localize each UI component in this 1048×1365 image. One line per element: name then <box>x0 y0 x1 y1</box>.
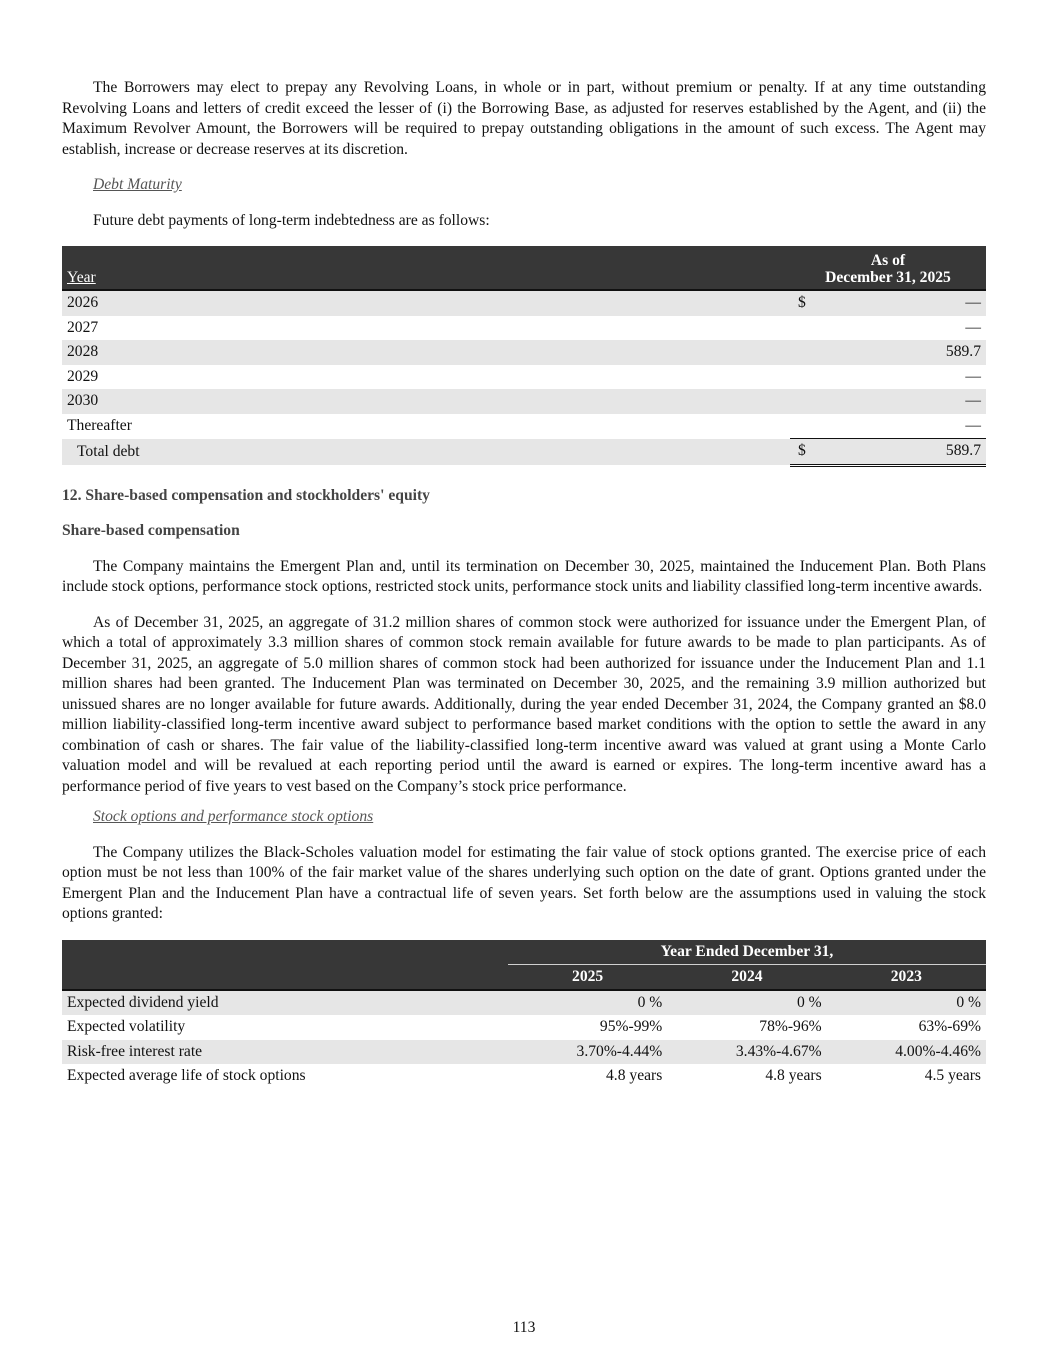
share-based-compensation-heading: Share-based compensation <box>62 522 240 539</box>
assumption-label: Expected average life of stock options <box>67 1067 306 1084</box>
blank-header-cell <box>62 940 508 965</box>
amount-cell: — <box>818 389 986 414</box>
value-cell: 0 % <box>508 990 667 1016</box>
year-cell: Thereafter <box>67 416 132 434</box>
amount-cell: — <box>965 416 981 434</box>
page-number: 113 <box>512 1319 536 1336</box>
authorized-shares-paragraph: As of December 31, 2025, an aggregate of 31.2 million shares of common stock were authorized for issuance under the Emergent Plan, of which a total of approximately 3.3 million shares of common stock remain available for future awards to be made to plan participants. As of December 31, 2025, an aggregate of 5.0 million shares of common stock had been authorized for issuance under the Inducement Plan and 1.1 million shares had been granted. The Inducement Plan was terminated on December 30, 2025, and the remaining 3.9 million authorized but unissued shares are no longer available for future awards. Additionally, during the year ended December 31, 2024, the Company granted an $8.0 million liability-classified long-term incentive award subject to performance based market conditions with the option to settle the award in any combination of cash or shares. The fair value of the liability-classified long-term incentive award was valued at grant using a Monte Carlo valuation model and will be revalued at each reporting period until the award is earned or expires. The long-term incentive award has a performance period of five years to vest based on the Company’s stock price performance. <box>62 613 986 795</box>
page-content <box>62 78 986 1089</box>
assumptions-year-header-row <box>62 964 986 990</box>
table-row <box>62 389 986 414</box>
value-cell: 4.5 years <box>924 1067 981 1084</box>
value-cell: 0 % <box>827 990 986 1016</box>
year-header-2025: 2025 <box>508 964 667 990</box>
value-cell: 95%-99% <box>599 1018 663 1035</box>
blank-header-cell <box>62 964 508 990</box>
value-cell: 4.00%-4.46% <box>827 1040 986 1065</box>
year-column-header: Year <box>62 246 790 290</box>
revolving-loans-paragraph: The Borrowers may elect to prepay any Revolving Loans, in whole or in part, without premium or penalty. If at any time outstanding Revolving Loans and letters of credit exceed the lesser of (i) the Borrowing Base, as adjusted for reserves established by the Agent, and (ii) the Maximum Revolver Amount, the Borrowers will be required to prepay outstanding obligations in the amount of such excess. The Agent may establish, increase or decrease reserves at its discretion. <box>62 79 986 158</box>
total-debt-row <box>62 439 986 466</box>
table-row <box>62 340 986 365</box>
year-cell: 2029 <box>67 367 99 385</box>
year-ended-header: Year Ended December 31, <box>508 940 986 965</box>
table-row <box>62 290 986 316</box>
currency-cell: $ <box>790 290 818 316</box>
value-cell: 0 % <box>667 990 826 1016</box>
assumption-label: Expected dividend yield <box>62 990 508 1016</box>
black-scholes-paragraph: The Company utilizes the Black-Scholes valuation model for estimating the fair value of stock options granted. The exercise price of each option must be not less than 100% of the fair market value of the shares underlying such option on the date of grant. Options granted under the Emergent Plan and the Inducement Plan have a contractual life of seven years. Set forth below are the assumptions used in valuing the stock options granted: <box>62 843 986 922</box>
year-cell: 2026 <box>62 290 790 316</box>
table-row <box>62 1040 986 1065</box>
table-row <box>62 1015 986 1040</box>
currency-cell <box>790 414 818 439</box>
debt-maturity-heading: Debt Maturity <box>93 176 182 193</box>
total-amount: 589.7 <box>818 439 986 466</box>
table-row <box>62 990 986 1016</box>
table-row <box>62 414 986 439</box>
section-heading: 12. Share-based compensation and stockholders' equity <box>62 486 430 504</box>
value-cell: 4.8 years <box>606 1067 663 1084</box>
currency-cell <box>790 389 818 414</box>
value-cell: 3.70%-4.44% <box>508 1040 667 1065</box>
value-cell: 63%-69% <box>918 1018 981 1035</box>
table-row <box>62 316 986 341</box>
year-header-2023: 2023 <box>827 964 986 990</box>
year-cell: 2027 <box>67 318 99 336</box>
amount-cell: — <box>965 367 981 385</box>
table-row <box>62 1064 986 1089</box>
stock-options-heading: Stock options and performance stock options <box>93 808 374 825</box>
value-cell: 3.43%-4.67% <box>667 1040 826 1065</box>
plans-paragraph: The Company maintains the Emergent Plan and, until its termination on December 30, 2025, maintained the Inducement Plan. Both Plans include stock options, performance stock options, restricted stock units, performance stock units and liability classified long-term incentive awards. <box>62 557 986 595</box>
currency-cell <box>790 365 818 390</box>
as-of-line1: As of <box>870 252 906 269</box>
amount-cell: 589.7 <box>818 340 986 365</box>
year-cell: 2028 <box>62 340 790 365</box>
value-cell: 4.8 years <box>765 1067 822 1084</box>
currency-cell: $ <box>790 439 818 466</box>
table-row <box>62 365 986 390</box>
value-cell: 78%-96% <box>759 1018 822 1035</box>
option-assumptions-table <box>62 940 986 1089</box>
currency-cell <box>790 340 818 365</box>
total-label: Total debt <box>62 439 790 466</box>
debt-maturity-table <box>62 246 986 467</box>
year-cell: 2030 <box>62 389 790 414</box>
assumption-label: Expected volatility <box>67 1018 186 1035</box>
currency-cell <box>790 316 818 341</box>
assumptions-group-header-row <box>62 940 986 965</box>
as-of-column-header <box>790 246 986 290</box>
debt-intro-paragraph: Future debt payments of long-term indebtedness are as follows: <box>93 211 490 229</box>
debt-table-header <box>62 246 986 290</box>
amount-cell: — <box>965 318 981 336</box>
year-header-2024: 2024 <box>667 964 826 990</box>
amount-cell: — <box>818 290 986 316</box>
as-of-line2: December 31, 2025 <box>825 269 951 286</box>
assumption-label: Risk-free interest rate <box>62 1040 508 1065</box>
